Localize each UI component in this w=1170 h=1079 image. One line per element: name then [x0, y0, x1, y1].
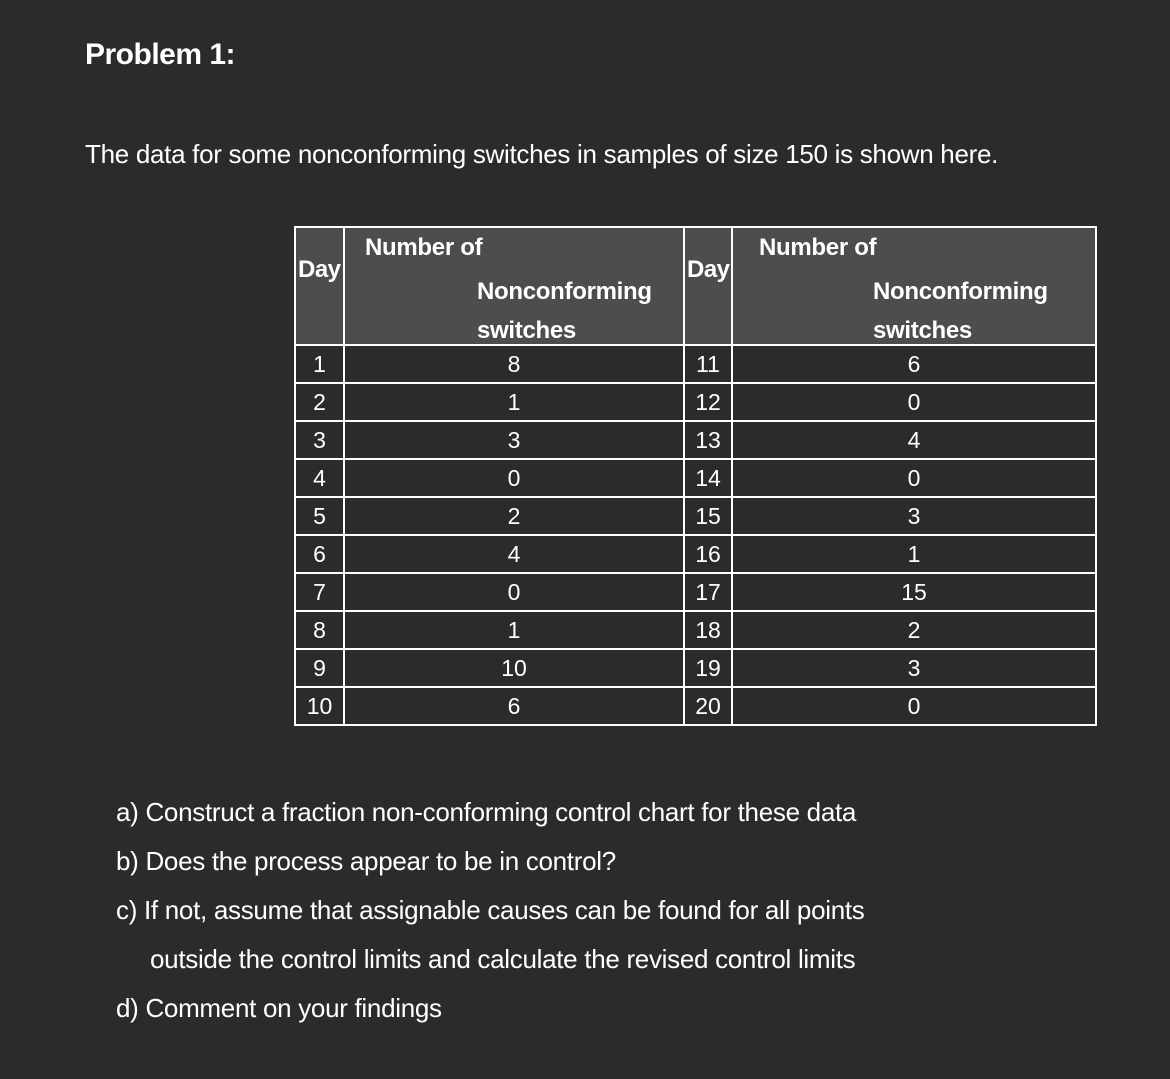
cell-day-right: 14 [684, 459, 732, 497]
cell-day-right: 12 [684, 383, 732, 421]
cell-day-left: 1 [295, 345, 344, 383]
table-row [295, 649, 1096, 687]
cell-day-right: 13 [684, 421, 732, 459]
question-d: d) Comment on your findings [116, 993, 442, 1023]
question-list [116, 788, 1136, 1033]
cell-day-left: 4 [295, 459, 344, 497]
table-row [295, 459, 1096, 497]
header-count-right-line1: Number of [759, 234, 877, 261]
cell-count-right: 15 [732, 573, 1096, 611]
question-c-line1: c) If not, assume that assignable causes can be found for all points [116, 895, 865, 925]
cell-count-right: 0 [732, 459, 1096, 497]
table-row [295, 535, 1096, 573]
cell-day-left: 8 [295, 611, 344, 649]
cell-day-left: 3 [295, 421, 344, 459]
header-day-left [295, 227, 344, 345]
cell-count-left: 8 [344, 345, 684, 383]
question-b: b) Does the process appear to be in control? [116, 846, 616, 876]
cell-day-left: 6 [295, 535, 344, 573]
problem-title: Problem 1: [85, 38, 236, 71]
question-a: a) Construct a fraction non-conforming control chart for these data [116, 797, 857, 827]
cell-count-right: 6 [732, 345, 1096, 383]
header-count-left-line2: Nonconforming [477, 278, 652, 305]
cell-day-right: 11 [684, 345, 732, 383]
table-row [295, 611, 1096, 649]
table-header-row [295, 227, 1096, 345]
header-count-right-line3: switches [873, 317, 972, 344]
header-count-right [732, 227, 1096, 345]
cell-count-right: 3 [732, 649, 1096, 687]
cell-day-left: 10 [295, 687, 344, 725]
cell-count-right: 3 [732, 497, 1096, 535]
cell-day-left: 9 [295, 649, 344, 687]
cell-day-right: 15 [684, 497, 732, 535]
cell-count-left: 10 [344, 649, 684, 687]
cell-count-right: 2 [732, 611, 1096, 649]
cell-count-left: 1 [344, 611, 684, 649]
problem-intro: The data for some nonconforming switches in samples of size 150 is shown here. [85, 139, 999, 169]
cell-day-right: 16 [684, 535, 732, 573]
cell-day-left: 5 [295, 497, 344, 535]
header-count-left-lines [477, 272, 652, 350]
cell-count-right: 0 [732, 383, 1096, 421]
cell-count-right: 4 [732, 421, 1096, 459]
header-count-left [344, 227, 684, 345]
table-row [295, 383, 1096, 421]
table-row [295, 573, 1096, 611]
cell-count-left: 0 [344, 459, 684, 497]
header-count-left-line3: switches [477, 317, 576, 344]
cell-count-left: 0 [344, 573, 684, 611]
cell-day-right: 19 [684, 649, 732, 687]
cell-day-right: 17 [684, 573, 732, 611]
cell-day-left: 7 [295, 573, 344, 611]
table-row [295, 421, 1096, 459]
cell-day-right: 20 [684, 687, 732, 725]
cell-day-left: 2 [295, 383, 344, 421]
header-day-right [684, 227, 732, 345]
cell-count-left: 1 [344, 383, 684, 421]
header-day-right-label: Day [687, 256, 730, 283]
table-row [295, 687, 1096, 725]
data-table [294, 226, 1097, 726]
cell-count-left: 6 [344, 687, 684, 725]
cell-count-right: 0 [732, 687, 1096, 725]
table-row [295, 345, 1096, 383]
table-body [295, 345, 1096, 725]
cell-count-right: 1 [732, 535, 1096, 573]
cell-count-left: 2 [344, 497, 684, 535]
question-c-line2: outside the control limits and calculate the revised control limits [150, 944, 856, 974]
cell-count-left: 3 [344, 421, 684, 459]
header-count-left-line1: Number of [365, 234, 483, 261]
cell-day-right: 18 [684, 611, 732, 649]
header-count-right-lines [873, 272, 1048, 350]
header-count-right-line2: Nonconforming [873, 278, 1048, 305]
table-row [295, 497, 1096, 535]
header-day-left-label: Day [298, 256, 341, 283]
cell-count-left: 4 [344, 535, 684, 573]
